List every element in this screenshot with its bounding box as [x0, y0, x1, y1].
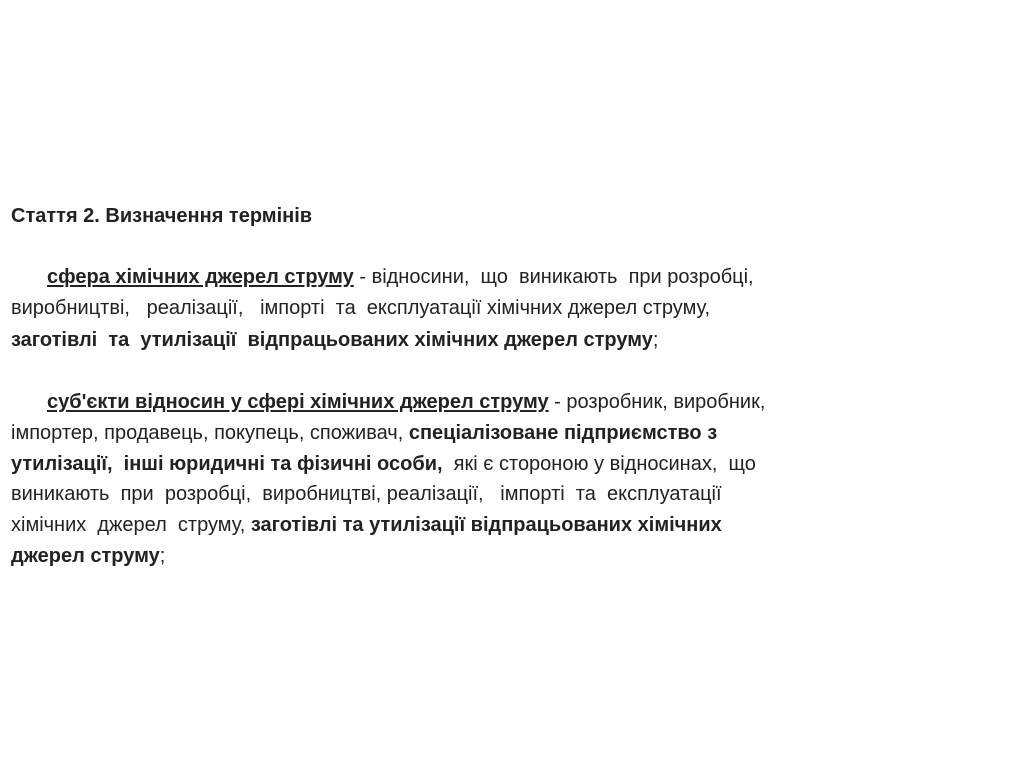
definition-2-line-1 — [47, 390, 765, 414]
definition-2-line-3-text: які є стороною у відносинах, що — [442, 453, 756, 475]
definition-2-line-6-bold: джерел струму — [11, 545, 160, 567]
definition-1-line-3 — [11, 328, 658, 352]
definition-2-end: ; — [159, 545, 166, 567]
definition-2-line-2-text: імпортер, продавець, покупець, споживач, — [11, 422, 409, 444]
definition-2-line-3 — [11, 452, 756, 476]
definition-2-line-2-bold: спеціалізоване підприємство з — [408, 422, 718, 444]
definition-2-line-6 — [11, 544, 165, 568]
definition-2-line-5 — [11, 513, 722, 537]
definition-1-line-1 — [47, 265, 754, 289]
definition-2-line-2 — [11, 421, 717, 445]
definition-2-line-3-bold: утилізації, інші юридичні та фізичні особи, — [11, 453, 443, 475]
definition-1-term: сфера хімічних джерел струму — [47, 266, 354, 288]
definition-1-line-2: виробництві, реалізації, імпорті та експлуатації хімічних джерел струму, — [11, 297, 711, 319]
definition-1-text: - відносини, що виникають при розробці, — [353, 266, 754, 288]
definition-2-line-5-bold: заготівлі та утилізації відпрацьованих хімічних — [250, 514, 722, 536]
definition-1-end: ; — [652, 329, 659, 351]
definition-2-text: - розробник, виробник, — [548, 391, 766, 413]
definition-2-term: суб'єкти відносин у сфері хімічних джерел струму — [47, 391, 549, 413]
definition-2-line-4: виникають при розробці, виробництві, реалізації, імпорті та експлуатації — [11, 483, 722, 505]
definition-1-bold-text: заготівлі та утилізації відпрацьованих хімічних джерел струму — [11, 329, 653, 351]
article-title: Стаття 2. Визначення термінів — [11, 205, 313, 227]
definition-2-line-5-text: хімічних джерел струму, — [11, 514, 251, 536]
